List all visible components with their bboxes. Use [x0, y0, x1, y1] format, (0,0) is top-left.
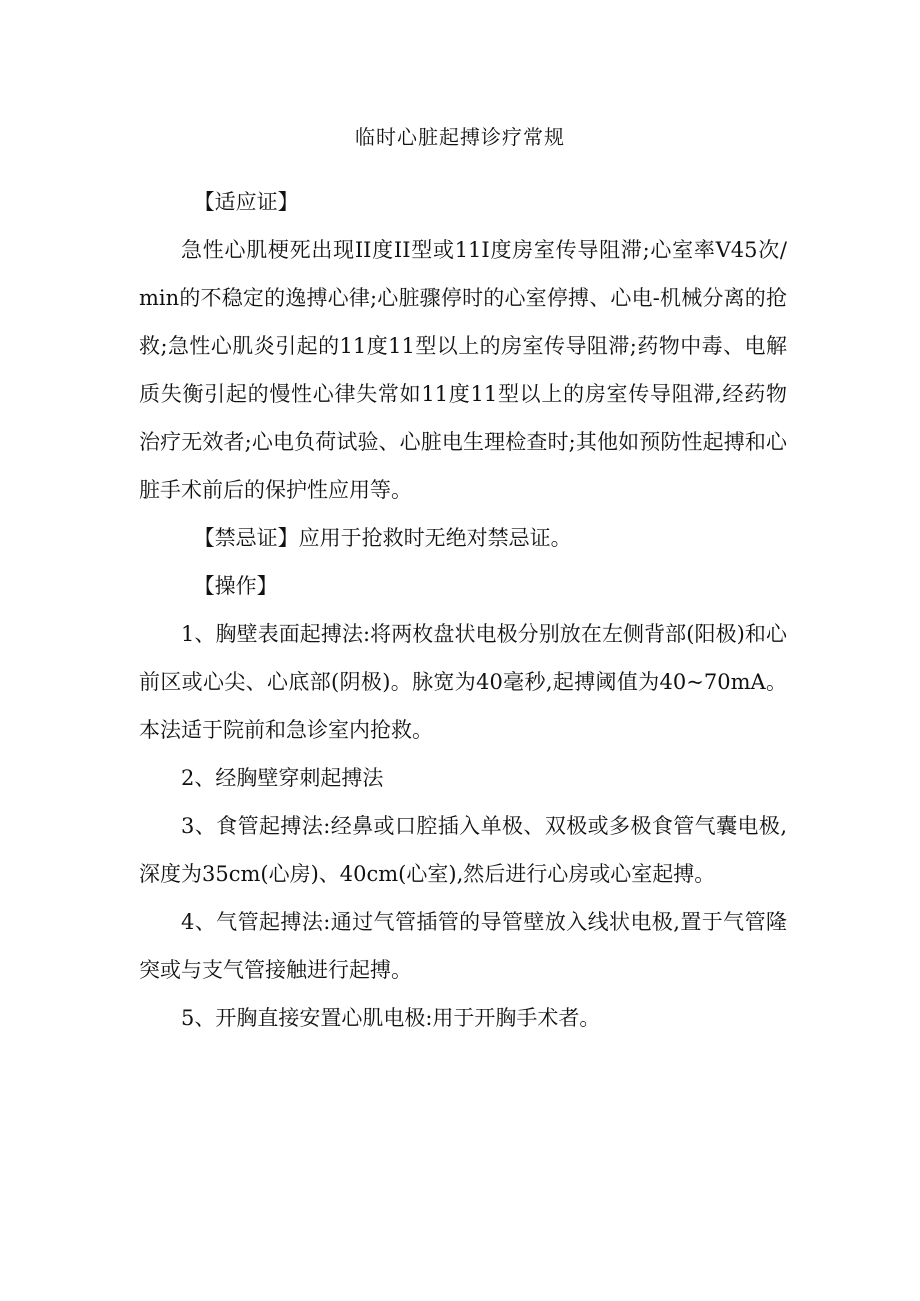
operation-step-3: 3、食管起搏法:经鼻或口腔插入单极、双极或多极食管气囊电极,深度为35cm(心房)、40cm(心室),然后进行心房或心室起搏。 — [139, 814, 787, 886]
contraindications-paragraph: 【禁忌证】应用于抢救时无绝对禁忌证。 — [193, 526, 572, 550]
operation-step-2: 2、经胸壁穿刺起搏法 — [181, 766, 384, 790]
indications-paragraph: 急性心肌梗死出现II度II型或11I度房室传导阻滞;心室率V45次/min的不稳定的逸搏心律;心脏骤停时的心室停搏、心电-机械分离的抢救;急性心肌炎引起的11度11型以上的房室传导阻滞;药物中毒、电解质失衡引起的慢性心律失常如11度11型以上的房室传导阻滞,经药物治疗无效者;心电负荷试验、心脏电生理检查时;其他如预防性起搏和心脏手术前后的保护性应用等。 — [139, 238, 787, 502]
document-body — [139, 178, 787, 1042]
operation-heading: 【操作】 — [193, 574, 278, 598]
operation-step-4: 4、气管起搏法:通过气管插管的导管壁放入线状电极,置于气管隆突或与支气管接触进行起搏。 — [139, 910, 787, 982]
operation-step-5: 5、开胸直接安置心肌电极:用于开胸手术者。 — [181, 1006, 601, 1030]
indications-heading: 【适应证】 — [193, 190, 299, 214]
operation-step-1: 1、胸壁表面起搏法:将两枚盘状电极分别放在左侧背部(阳极)和心前区或心尖、心底部(阴极)。脉宽为40毫秒,起搏阈值为40~70mA。本法适于院前和急诊室内抢救。 — [139, 622, 787, 742]
document-title: 临时心脏起搏诊疗常规 — [355, 125, 565, 149]
